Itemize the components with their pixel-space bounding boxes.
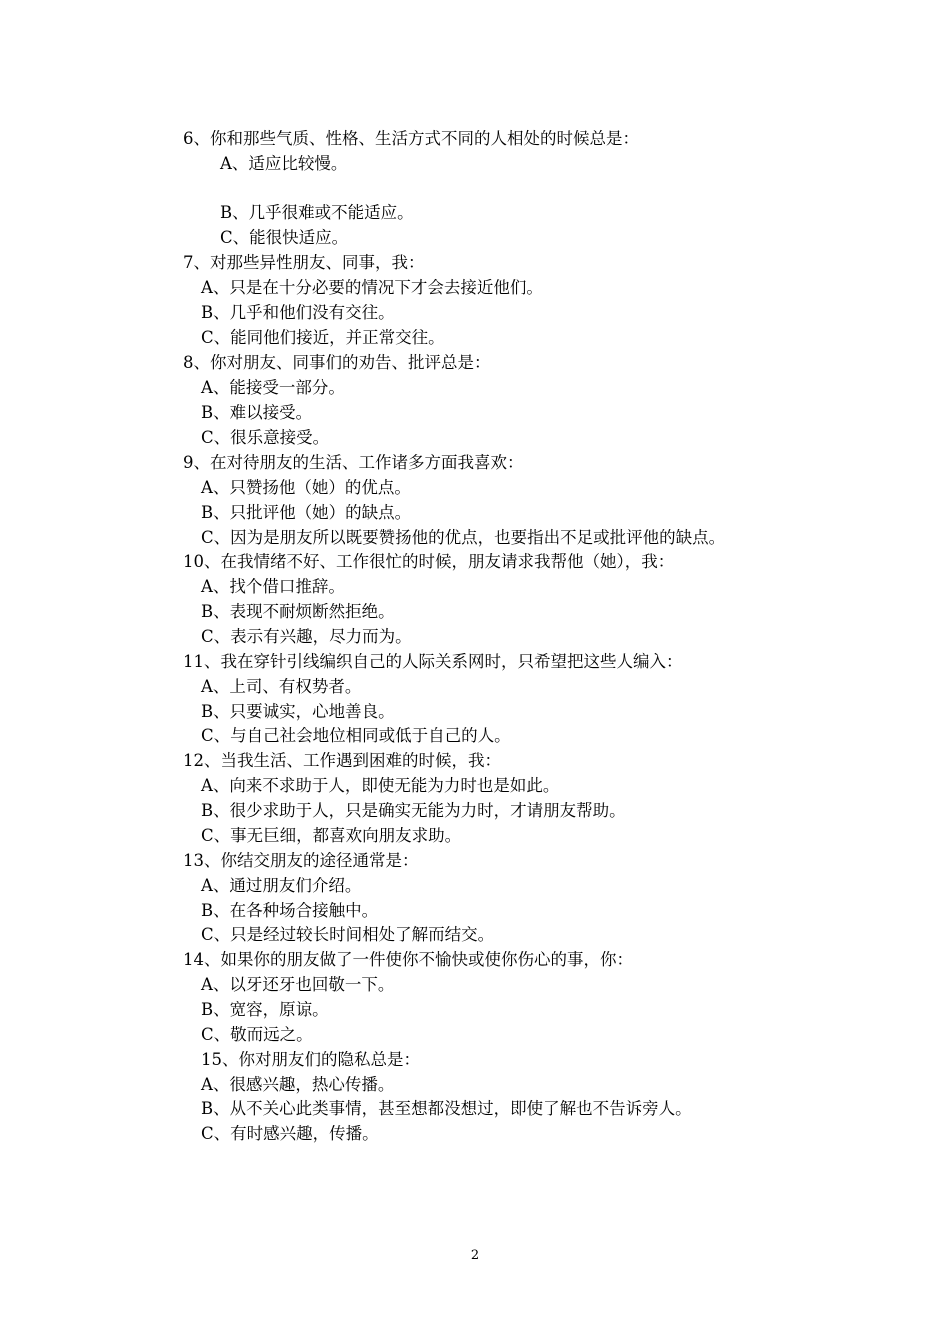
question-6-option-a: A、适应比较慢。 xyxy=(220,154,348,173)
question-11-option-c: C、与自己社会地位相同或低于自己的人。 xyxy=(201,726,511,745)
question-14-option-c: C、敬而远之。 xyxy=(201,1025,313,1044)
question-15-option-b: B、从不关心此类事情，甚至想都没想过，即使了解也不告诉旁人。 xyxy=(201,1099,692,1118)
question-7-option-a: A、只是在十分必要的情况下才会去接近他们。 xyxy=(201,278,543,297)
question-13-option-b: B、在各种场合接触中。 xyxy=(201,901,379,920)
question-9-option-c: C、因为是朋友所以既要赞扬他的优点，也要指出不足或批评他的缺点。 xyxy=(201,528,726,547)
page-number: 2 xyxy=(470,1248,480,1263)
question-10-option-a: A、找个借口推辞。 xyxy=(201,577,345,596)
question-9-option-b: B、只批评他（她）的缺点。 xyxy=(201,503,412,522)
question-15-option-a: A、很感兴趣，热心传播。 xyxy=(201,1075,395,1094)
question-10: 10、在我情绪不好、工作很忙的时候，朋友请求我帮他（她），我： xyxy=(183,552,675,571)
question-15: 15、你对朋友们的隐私总是： xyxy=(201,1050,420,1069)
question-14: 14、如果你的朋友做了一件使你不愉快或使你伤心的事，你： xyxy=(183,950,633,969)
question-13-option-a: A、通过朋友们介绍。 xyxy=(201,876,362,895)
question-7-option-b: B、几乎和他们没有交往。 xyxy=(201,303,395,322)
question-8-option-c: C、很乐意接受。 xyxy=(201,428,330,447)
question-12: 12、当我生活、工作遇到困难的时候，我： xyxy=(183,751,501,770)
question-10-option-c: C、表示有兴趣，尽力而为。 xyxy=(201,627,412,646)
question-12-option-a: A、向来不求助于人，即使无能为力时也是如此。 xyxy=(201,776,560,795)
question-7-option-c: C、能同他们接近，并正常交往。 xyxy=(201,328,445,347)
question-11: 11、我在穿针引线编织自己的人际关系网时，只希望把这些人编入： xyxy=(183,652,683,671)
question-12-option-b: B、很少求助于人，只是确实无能为力时，才请朋友帮助。 xyxy=(201,801,626,820)
question-7: 7、对那些异性朋友、同事，我： xyxy=(183,253,425,272)
question-9-option-a: A、只赞扬他（她）的优点。 xyxy=(201,478,411,497)
question-6-option-c: C、能很快适应。 xyxy=(220,228,349,247)
question-6: 6、你和那些气质、性格、生活方式不同的人相处的时候总是： xyxy=(183,129,639,148)
question-10-option-b: B、表现不耐烦断然拒绝。 xyxy=(201,602,395,621)
question-14-option-a: A、以牙还牙也回敬一下。 xyxy=(201,975,395,994)
question-8-option-b: B、难以接受。 xyxy=(201,403,313,422)
question-13-option-c: C、只是经过较长时间相处了解而结交。 xyxy=(201,925,495,944)
question-8: 8、你对朋友、同事们的劝告、批评总是： xyxy=(183,353,491,372)
question-8-option-a: A、能接受一部分。 xyxy=(201,378,345,397)
question-11-option-a: A、上司、有权势者。 xyxy=(201,677,362,696)
question-6-option-b: B、几乎很难或不能适应。 xyxy=(220,203,414,222)
question-14-option-b: B、宽容，原谅。 xyxy=(201,1000,329,1019)
question-15-option-c: C、有时感兴趣，传播。 xyxy=(201,1124,379,1143)
question-11-option-b: B、只要诚实，心地善良。 xyxy=(201,702,395,721)
question-13: 13、你结交朋友的途径通常是： xyxy=(183,851,419,870)
question-12-option-c: C、事无巨细，都喜欢向朋友求助。 xyxy=(201,826,462,845)
question-9: 9、在对待朋友的生活、工作诸多方面我喜欢： xyxy=(183,453,524,472)
